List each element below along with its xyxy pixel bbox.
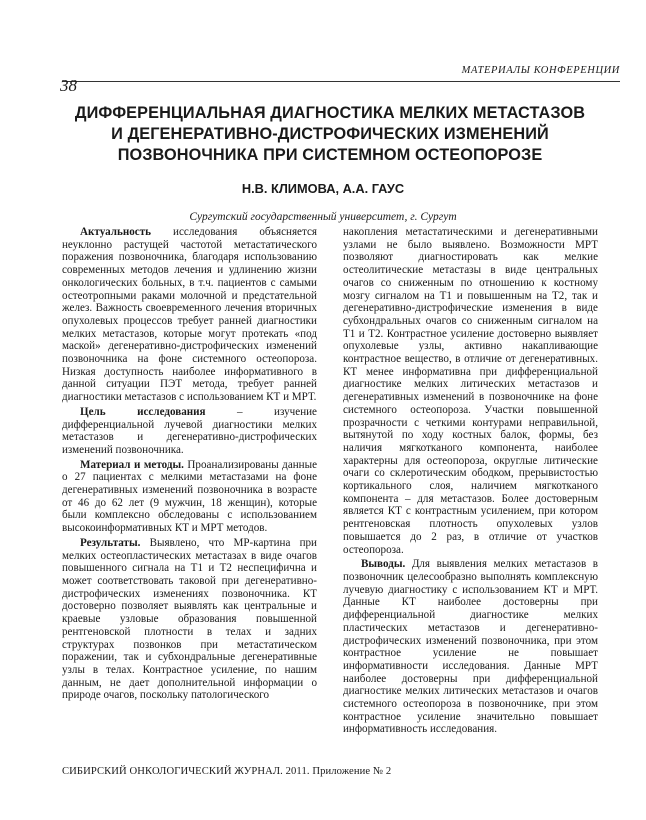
title-line: ДИФФЕРЕНЦИАЛЬНАЯ ДИАГНОСТИКА МЕЛКИХ МЕТАСТАЗОВ <box>74 104 586 122</box>
header-rule <box>62 81 620 82</box>
paragraph-text: Выявлено, что МР-картина при мелких остеопластических метастазах в виде очагов повышенного сигнала на Т1 и Т2 неспецифична и может соответствовать таковой при дегенеративно-дистрофических изменениях позвоночника. КТ достоверно позволяет выявлять как центральные и краевые узловые образования повышенной рентгеновской плотности в телах и задних структурах позвонков при метастатическом поражении, так и субхондральные дегенеративные узлы в телах. Контрастное усиление, по нашим данным, не дает дополнительной информации о природе очагов, поскольку патологического <box>62 536 317 702</box>
page-number: 38 <box>60 76 77 95</box>
paragraph-results-continued: накопления метастатическими и дегенеративными узлами не было выявлено. Возможности МРТ позволяют диагностировать как мелкие остеолитические метастазы в виде центральных очагов со сниженным по отношению к костному мозгу сигналом на Т1 и повышенным на Т2, так и дегенеративно-дистрофические изменения в виде субхондральных очагов со сниженным сигналом на Т1 и Т2. Контрастное усиление достоверно выявляет опухолевые узлы, активно накапливающие контрастное вещество, в отличие от дегенеративных. КТ менее информативна при дифференциальной диагностике мелких литических метастазов и дегенеративных изменений в позвоночнике на фоне системного остеопороза. Участки повышенной прозрачности с четкими контурами неправильной, вытянутой по ходу костных балок, формы, без наличия мягкотканого компонента, наиболее характерны для остеопороза, округлые литические очаги со склеротическим ободком, прерывистостью кортикального слоя, наличием мягкотканого компонента – для метастазов. Более достоверным является КТ с контрастным усилением, при котором рентгеновская плотность опухолевых узлов повышается до 2 раз, в отличие от участков остеопороза. <box>343 226 598 556</box>
article-authors: Н.В. КЛИМОВА, А.А. ГАУС <box>241 181 405 196</box>
text-column-left <box>62 226 317 704</box>
title-line: И ДЕГЕНЕРАТИВНО-ДИСТРОФИЧЕСКИХ ИЗМЕНЕНИЙ <box>111 125 549 143</box>
section-heading: Результаты. <box>80 536 141 549</box>
paragraph-text: Проанализированы данные о 27 пациентах с мелкими метастазами на фоне дегенеративных изменений позвоночника в возрасте от 46 до 62 лет (9 мужчин, 18 женщин), которые были комплексно обследованы с использованием высокоинформативных КТ и МРТ методов. <box>62 458 317 535</box>
section-heading: Материал и методы. <box>80 458 184 471</box>
paragraph-aim <box>62 406 317 457</box>
author-affiliation: Сургутский государственный университет, г. Сургут <box>189 211 457 223</box>
title-line: ПОЗВОНОЧНИКА ПРИ СИСТЕМНОМ ОСТЕОПОРОЗЕ <box>117 146 543 164</box>
section-heading: Цель исследования <box>80 405 206 418</box>
section-heading: Актуальность <box>80 226 152 238</box>
text-column-right <box>343 226 598 738</box>
paragraph-results <box>62 537 317 702</box>
article-title <box>50 103 610 166</box>
section-heading: Выводы. <box>361 558 406 571</box>
paragraph-text: – изучение дифференциальной лучевой диагностики мелких метастазов и дегенеративно-дистрофических изменений позвоночника. <box>62 405 317 456</box>
paragraph-text: исследования объясняется неуклонно растущей частотой метастатического поражения позвоночника, благодаря использованию современных методов лечения и удлинению жизни онкологических больных, в т.ч. пациентов с самыми остеотропными раками молочной и предстательной желез. Важность своевременного лечения вторичных опухолевых процессов требует ранней диагностики мелких метастазов, которые могут протекать «под маской» дегенеративно-дистрофических изменений позвоночника на фоне системного остеопороза. Низкая доступность наиболее информативного в данной ситуации ПЭТ метода, требует ранней диагностики метастазов с использованием КТ и МРТ. <box>62 226 317 404</box>
running-head: МАТЕРИАЛЫ КОНФЕРЕНЦИИ <box>461 65 620 76</box>
paragraph-text: Для выявления мелких метастазов в позвоночник целесообразно выполнять комплексную лучевую диагностику с использованием КТ и МРТ. Данные КТ наиболее достоверны при дифференциальной диагностике мелких пластических метастазов и дегенеративно-дистрофических изменений позвоночника, при этом контрастное усиление не повышает информативности исследования. Данные МРТ наиболее достоверны при дифференциальной диагностике мелких литических метастазов и очагов системного остеопороза в позвоночнике, при этом контрастное усиление значительно повышает информативность исследования. <box>343 558 598 736</box>
paragraph-relevance <box>62 226 317 404</box>
journal-footer: СИБИРСКИЙ ОНКОЛОГИЧЕСКИЙ ЖУРНАЛ. 2011. Приложение № 2 <box>62 766 392 777</box>
paragraph-conclusions <box>343 558 598 736</box>
paragraph-methods <box>62 459 317 535</box>
